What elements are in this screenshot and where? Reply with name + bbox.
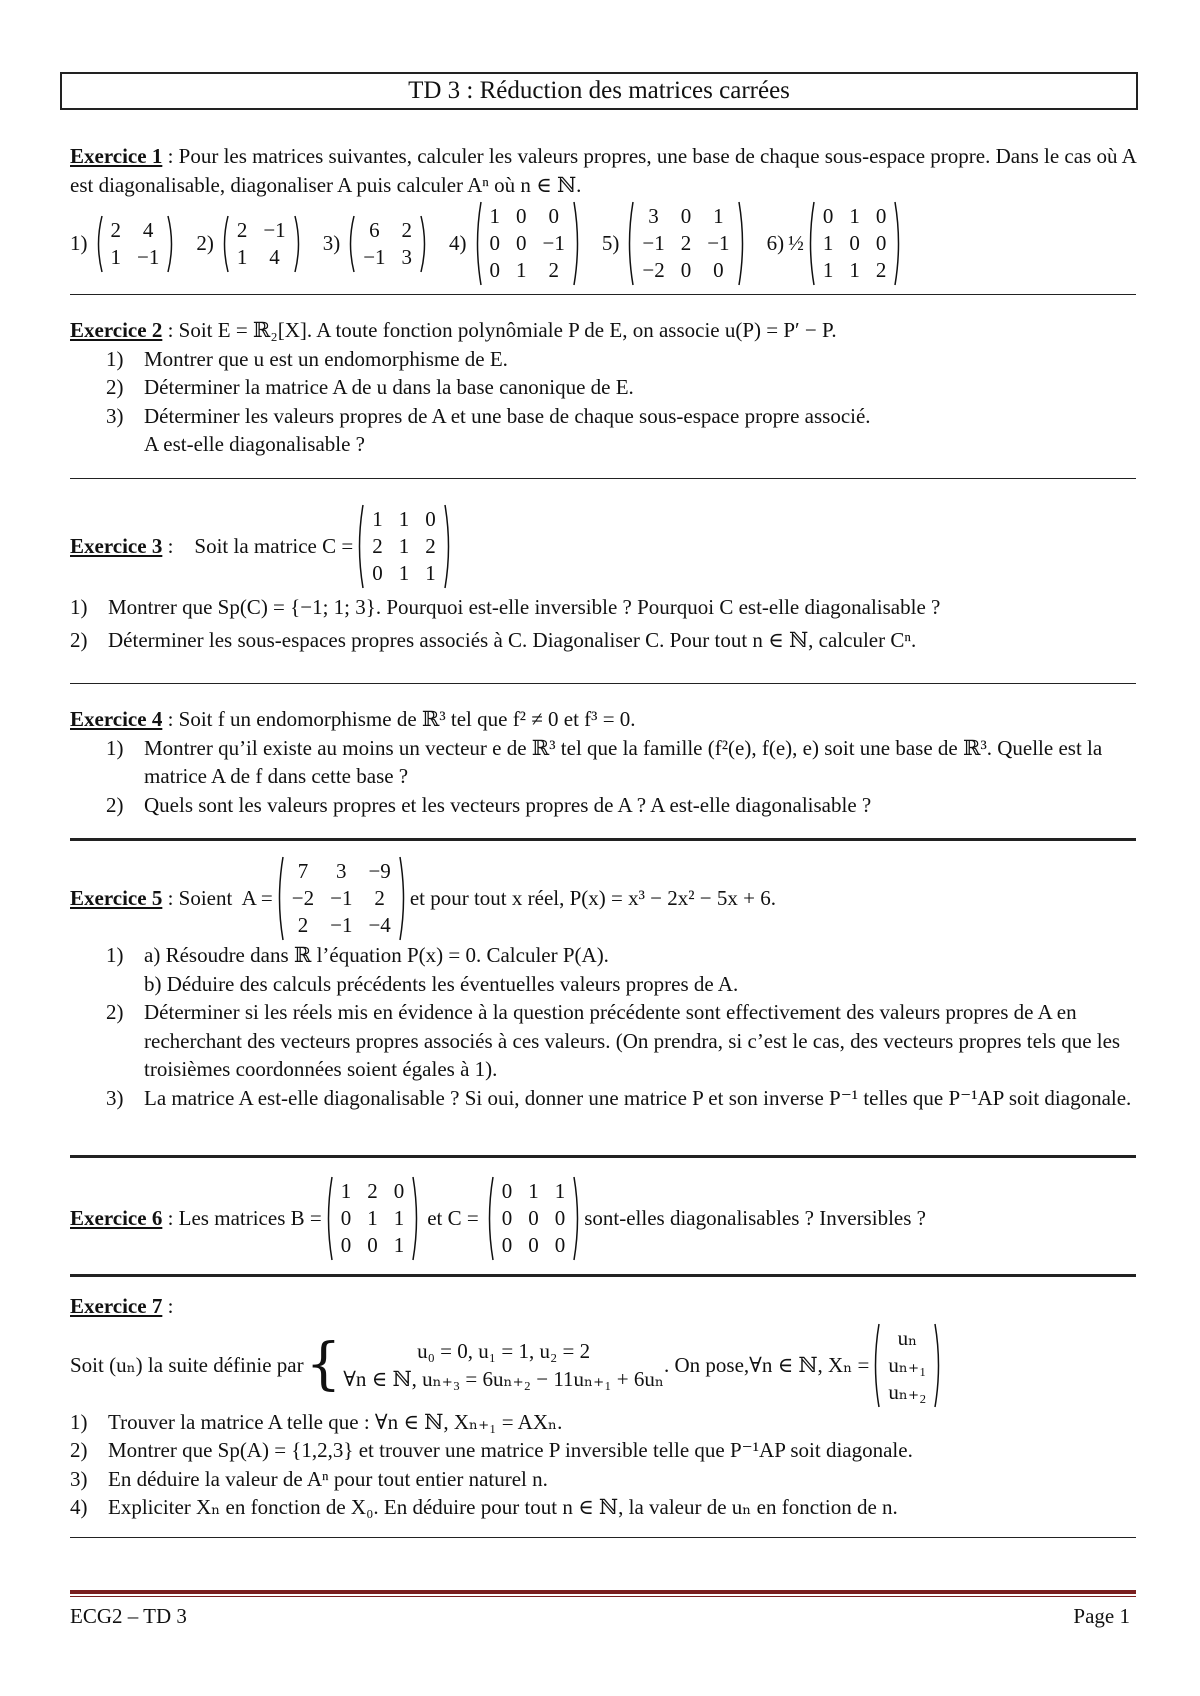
list-item: 1) a) Résoudre dans ℝ l’équation P(x) = 0. Calculer P(A). <box>106 943 609 967</box>
left-parenthesis <box>473 201 482 286</box>
matrix-entry: 4 <box>269 244 280 269</box>
matrix-entry: 1 <box>849 204 860 229</box>
matrix-entry: 2 <box>425 534 436 558</box>
matrix-entry: 1 <box>516 258 527 283</box>
matrix-entry: 0 <box>554 1233 566 1257</box>
list-item: 1) Montrer que Sp(C) = {−1; 1; 3}. Pourquoi est-elle inversible ? Pourquoi C est-elle diagonalisable ? <box>70 595 941 619</box>
matrix-entry: 1 <box>110 244 121 269</box>
divider <box>70 294 1136 295</box>
matrix-entry: 1 <box>554 1179 566 1203</box>
matrix-B <box>324 1176 422 1261</box>
matrix-entry: 0 <box>713 258 724 283</box>
matrix-entry: −4 <box>368 913 391 937</box>
matrix-number: 1) <box>70 231 88 256</box>
list-item: 4) Expliciter Xₙ en fonction de X₀. En déduire pour tout n ∈ ℕ, la valeur de uₙ en fonction de n. <box>70 1495 898 1520</box>
left-parenthesis <box>625 201 634 286</box>
list-item: 2) Déterminer les sous-espaces propres associés à C. Diagonaliser C. Pour tout n ∈ ℕ, calculer Cⁿ. <box>70 627 917 652</box>
matrix-entry: 1 <box>398 534 410 558</box>
list-item: b) Déduire des calculs précédents les éventuelles valeurs propres de A. <box>144 971 739 996</box>
exercise-1-statement <box>70 142 1140 199</box>
matrix-number: 5) <box>601 231 620 256</box>
page-title: TD 3 : Réduction des matrices carrées <box>60 72 1138 110</box>
matrix-entry: −1 <box>330 886 353 910</box>
matrix-entries <box>364 506 444 587</box>
exercise-1-matrices <box>70 201 1140 286</box>
matrix-entries <box>880 1325 934 1406</box>
matrix-entry: 0 <box>425 507 436 531</box>
recurrence-system: u₀ = 0, u₁ = 1, u₂ = 2 ∀n ∈ ℕ, uₙ₊₃ = 6uₙ₊₂ − 11uₙ₊₁ + 6uₙ <box>343 1338 664 1392</box>
matrix-entries <box>229 217 294 271</box>
matrix-entry: 1 <box>822 258 834 283</box>
right-parenthesis <box>573 1176 582 1261</box>
matrix-entry: 1 <box>849 258 860 283</box>
left-parenthesis <box>324 1176 333 1261</box>
matrix-entry: 0 <box>680 258 692 283</box>
matrix-entry: 0 <box>516 231 527 256</box>
matrix-entry: 1 <box>425 561 436 585</box>
divider <box>70 683 1136 684</box>
matrix-number: 6) <box>766 231 785 256</box>
left-parenthesis <box>355 504 364 589</box>
exercise-4 <box>70 705 1140 819</box>
exercise-4-statement: Exercice 4 : Soit f un endomorphisme de ℝ³ tel que f² ≠ 0 et f³ = 0. <box>70 707 636 731</box>
matrix-entry: 0 <box>501 1233 513 1257</box>
right-parenthesis <box>894 201 903 286</box>
matrix-entry: 1 <box>393 1233 405 1257</box>
matrix-entry: 2 <box>297 913 309 937</box>
exercise-1-label: Exercice 1 <box>70 144 163 168</box>
left-parenthesis <box>485 1176 494 1261</box>
right-parenthesis <box>399 856 408 941</box>
list-item: 2) Déterminer la matrice A de u dans la base canonique de E. <box>106 375 634 400</box>
exercise-7 <box>70 1292 1140 1522</box>
matrix-entry: 0 <box>393 1179 405 1203</box>
exercise-1-matrix-item <box>196 215 304 273</box>
matrix-scalar: ½ <box>788 231 804 256</box>
matrix-entries <box>815 203 895 284</box>
matrix-entry: uₙ <box>897 1325 918 1350</box>
left-parenthesis <box>871 1323 880 1408</box>
matrix-C <box>485 1176 583 1261</box>
divider <box>70 1274 1136 1277</box>
footer-rule-thin <box>70 1596 1136 1597</box>
footer-page-number: Page 1 <box>1073 1604 1130 1628</box>
divider <box>70 478 1136 479</box>
list-item: 2) Déterminer si les réels mis en évidence à la question précédente sont effectivement des valeurs propres de A en recherchant des vecteurs propres associés à ces valeurs. (On prendra, si c’est le cas, des vecteurs propres tels que les troisièmes coordonnées soient égales à 1). <box>106 1000 1121 1082</box>
matrix-entry: 0 <box>340 1206 352 1230</box>
matrix <box>806 201 904 286</box>
matrix-entry: 2 <box>110 217 121 242</box>
left-parenthesis <box>94 215 103 273</box>
list-item: 1) Trouver la matrice A telle que : ∀n ∈ ℕ, Xₙ₊₁ = AXₙ. <box>70 1409 563 1434</box>
matrix-entries <box>482 203 573 284</box>
matrix-entry: 0 <box>875 231 887 256</box>
matrix-entry: 0 <box>489 258 501 283</box>
exercise-4-label: Exercice 4 <box>70 707 163 731</box>
matrix-entry: 0 <box>367 1233 378 1257</box>
exercise-6 <box>70 1176 1140 1261</box>
exercise-1-matrix-item <box>323 215 431 273</box>
matrix-entry: 1 <box>822 231 834 256</box>
matrix-entry: 0 <box>516 204 527 229</box>
exercise-7-label: Exercice 7 <box>70 1294 163 1318</box>
matrix-entry: 3 <box>648 204 659 229</box>
matrix-entry: 1 <box>398 561 410 585</box>
divider <box>70 1537 1136 1538</box>
list-item: 3) La matrice A est-elle diagonalisable ? Si oui, donner une matrice P et son inverse P⁻¹ telles que P⁻¹AP soit diagonale. <box>106 1085 1132 1110</box>
matrix <box>473 201 582 286</box>
matrix-entry: 0 <box>501 1179 513 1203</box>
right-parenthesis <box>167 215 176 273</box>
matrix-entry: 2 <box>548 258 559 283</box>
matrix-entry: 2 <box>401 217 413 242</box>
exercise-7-statement: Soit (uₙ) la suite définie par { u₀ = 0, u₁ = 1, u₂ = 2 ∀n ∈ ℕ, uₙ₊₃ = 6uₙ₊₂ − 11uₙ₊₁ + 6uₙ . On pose,∀n ∈ ℕ, Xₙ = uₙ uₙ₊₁ uₙ₊₂ <box>70 1323 1140 1408</box>
exercise-5-label: Exercice 5 <box>70 886 163 911</box>
matrix <box>94 215 177 273</box>
matrix-entries <box>494 1178 574 1259</box>
matrix-entry: 1 <box>236 244 248 269</box>
matrix-entry: 1 <box>489 204 501 229</box>
matrix-entry: uₙ₊₁ <box>888 1352 927 1377</box>
exercise-2-intro: : Soit E = ℝ₂[X]. A toute fonction polynômiale P de E, on associe u(P) = P′ − P. <box>162 318 837 342</box>
left-parenthesis <box>275 856 284 941</box>
matrix-entries <box>103 217 168 271</box>
exercise-1 <box>70 142 1140 286</box>
matrix-entry: 1 <box>528 1179 539 1203</box>
list-item: 3) Déterminer les valeurs propres de A et une base de chaque sous-espace propre associé. <box>106 403 871 428</box>
matrix-entry: 2 <box>374 886 385 910</box>
matrix-number: 4) <box>449 231 467 256</box>
matrix-entry: 1 <box>713 204 724 229</box>
list-item: 2) Montrer que Sp(A) = {1,2,3} et trouver une matrice P inversible telle que P⁻¹AP soit diagonale. <box>70 1438 913 1463</box>
footer-course: ECG2 – TD 3 <box>70 1604 187 1628</box>
right-parenthesis <box>420 215 429 273</box>
matrix-number: 2) <box>196 231 214 256</box>
right-parenthesis <box>412 1176 421 1261</box>
matrix-number: 3) <box>322 231 341 256</box>
exercise-1-matrix-item <box>767 201 906 286</box>
matrix-A <box>275 856 408 941</box>
matrix-entry: 1 <box>372 507 383 531</box>
matrix-entry: 2 <box>680 231 692 256</box>
exercise-1-matrix-item <box>449 201 584 286</box>
matrix-entry: 7 <box>297 859 309 883</box>
matrix-entry: 3 <box>336 859 347 883</box>
matrix-entry: uₙ₊₂ <box>888 1379 927 1404</box>
left-parenthesis <box>220 215 229 273</box>
matrix-entry: 0 <box>849 231 860 256</box>
list-item: 1) Montrer qu’il existe au moins un vecteur e de ℝ³ tel que la famille (f²(e), f(e), e) soit une base de ℝ³. Quelle est la matrice A de f dans cette base ? <box>106 735 1103 789</box>
matrix-entry: 3 <box>401 244 413 269</box>
exercise-1-matrix-item <box>70 215 178 273</box>
exercise-2 <box>70 316 1140 459</box>
exercise-2-statement <box>70 316 1140 345</box>
matrix-entry: −1 <box>263 217 286 242</box>
right-parenthesis <box>294 215 303 273</box>
exercise-6-statement: Exercice 6 : Les matrices B = 1 2 0 0 1 1 0 0 1 et C = 0 1 1 0 0 0 0 0 0 sont-elles diagonalisables ? Inversibles ? <box>70 1176 1140 1261</box>
matrix-entry: −1 <box>642 231 665 256</box>
matrix-entry: 0 <box>554 1206 566 1230</box>
exercise-5-statement: Exercice 5 : Soient A = 7 3 −9 −2 −1 2 2 −1 −4 et pour tout x réel, P(x) = x³ − 2x² − 5x + 6. <box>70 856 1140 941</box>
matrix-entry: 1 <box>398 507 410 531</box>
matrix-entry: −2 <box>291 886 315 910</box>
list-item: A est-elle diagonalisable ? <box>144 432 366 457</box>
matrix-entry: 0 <box>822 204 834 229</box>
matrix-entry: 1 <box>340 1179 352 1203</box>
exercise-1-matrix-item <box>602 201 749 286</box>
matrix-entries <box>634 203 737 284</box>
list-item: 3) En déduire la valeur de Aⁿ pour tout entier naturel n. <box>70 1466 548 1491</box>
matrix-entry: 2 <box>236 217 248 242</box>
matrix <box>220 215 303 273</box>
matrix-entry: 2 <box>367 1179 378 1203</box>
matrix-entry: 0 <box>548 204 559 229</box>
divider <box>70 1155 1136 1158</box>
list-item: 1) Montrer que u est un endomorphisme de E. <box>106 346 508 371</box>
matrix-entry: 0 <box>528 1206 539 1230</box>
vector-X <box>871 1323 943 1408</box>
matrix-entries <box>355 217 420 271</box>
divider <box>70 838 1136 841</box>
footer-rule <box>70 1590 1136 1594</box>
left-parenthesis <box>346 215 355 273</box>
list-item: 2) Quels sont les valeurs propres et les vecteurs propres de A ? A est-elle diagonalisable ? <box>106 792 872 817</box>
right-parenthesis <box>444 504 453 589</box>
matrix-C <box>355 504 453 589</box>
matrix-entry: 2 <box>372 534 383 558</box>
exercise-3-intro: : Soit la matrice C = <box>162 534 354 559</box>
exercise-3 <box>70 504 1140 654</box>
matrix-entry: 1 <box>393 1206 405 1230</box>
right-parenthesis <box>738 201 747 286</box>
exercise-3-statement <box>70 504 1140 589</box>
matrix-entry: −9 <box>368 859 391 883</box>
matrix-entry: −1 <box>330 913 353 937</box>
matrix-entry: 0 <box>875 204 887 229</box>
exercise-5 <box>70 856 1140 1112</box>
exercise-3-label: Exercice 3 <box>70 534 163 559</box>
matrix-entry: 0 <box>680 204 692 229</box>
exercise-1-text: : Pour les matrices suivantes, calculer les valeurs propres, une base de chaque sous-espace propre. Dans le cas où A est diagonalisable, diagonaliser A puis calculer Aⁿ où n ∈ ℕ. <box>70 144 1136 197</box>
matrix-entry: −1 <box>707 231 730 256</box>
matrix-entry: 4 <box>142 217 154 242</box>
matrix-entry: 0 <box>528 1233 539 1257</box>
matrix-entry: −2 <box>642 258 665 283</box>
matrix-entry: 2 <box>875 258 887 283</box>
exercise-2-label: Exercice 2 <box>70 318 163 342</box>
matrix-entry: 0 <box>372 561 383 585</box>
matrix-entry: 0 <box>489 231 501 256</box>
right-parenthesis <box>573 201 582 286</box>
matrix <box>625 201 746 286</box>
matrix <box>346 215 429 273</box>
matrix-entries <box>333 1178 413 1259</box>
exercise-7-heading: Exercice 7 : <box>70 1294 174 1318</box>
matrix-entry: 0 <box>340 1233 352 1257</box>
matrix-entry: −1 <box>137 244 160 269</box>
right-parenthesis <box>934 1323 943 1408</box>
left-parenthesis <box>806 201 815 286</box>
matrix-entry: 6 <box>369 217 380 242</box>
matrix-entry: 0 <box>501 1206 513 1230</box>
matrix-entry: 1 <box>367 1206 378 1230</box>
matrix-entry: −1 <box>542 231 565 256</box>
exercise-6-label: Exercice 6 <box>70 1206 163 1231</box>
matrix-entry: −1 <box>363 244 386 269</box>
system-brace: { <box>305 1332 342 1398</box>
matrix-entries <box>284 858 399 939</box>
